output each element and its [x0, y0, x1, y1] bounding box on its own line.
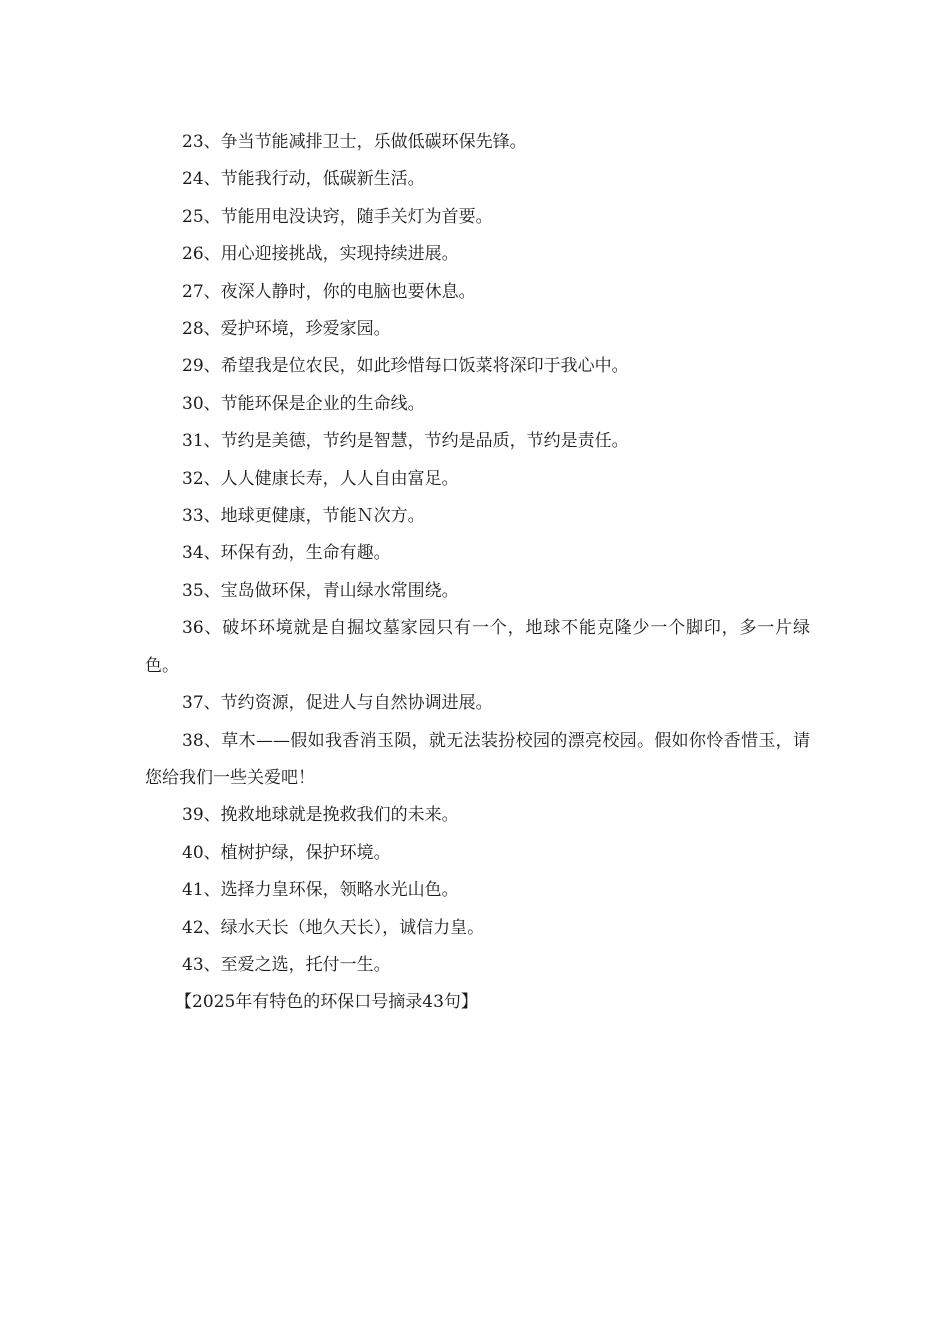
document-footer-title: 【2025年有特色的环保口号摘录43句】	[175, 992, 478, 1013]
slogan-line-43: 43、至爱之选，托付一生。	[182, 954, 391, 975]
slogan-line-30: 30、节能环保是企业的生命线。	[182, 393, 425, 414]
slogan-paragraph-38: 38、草木——假如我香消玉陨，就无法装扮校园的漂亮校园。假如你怜香惜玉，请您给我们一些关爱吧！	[145, 730, 810, 788]
slogan-line-23: 23、争当节能减排卫士，乐做低碳环保先锋。	[182, 132, 527, 152]
slogan-line-40: 40、植树护绿，保护环境。	[182, 842, 391, 863]
slogan-line-35: 35、宝岛做环保，青山绿水常围绕。	[182, 580, 459, 601]
document-content	[145, 124, 810, 1022]
slogan-paragraph-36: 36、破坏环境就是自掘坟墓家园只有一个，地球不能克隆少一个脚印，多一片绿色。	[145, 618, 810, 676]
slogan-line-33: 33、地球更健康，节能Ｎ次方。	[182, 506, 425, 527]
slogan-line-37: 37、节约资源，促进人与自然协调进展。	[182, 693, 493, 714]
slogan-line-32: 32、人人健康长寿，人人自由富足。	[182, 468, 459, 489]
slogan-line-27: 27、夜深人静时，你的电脑也要休息。	[182, 281, 476, 302]
slogan-line-31: 31、节约是美德，节约是智慧，节约是品质，节约是责任。	[182, 431, 629, 452]
slogan-line-42: 42、绿水天长（地久天长），诚信力皇。	[182, 917, 485, 938]
slogan-line-29: 29、希望我是位农民，如此珍惜每口饭菜将深印于我心中。	[182, 356, 629, 377]
slogan-line-41: 41、选择力皇环保，领略水光山色。	[182, 880, 459, 901]
slogan-line-26: 26、用心迎接挑战，实现持续进展。	[182, 244, 459, 265]
slogan-line-24: 24、节能我行动，低碳新生活。	[182, 169, 425, 190]
slogan-line-39: 39、挽救地球就是挽救我们的未来。	[182, 805, 459, 826]
slogan-line-34: 34、环保有劲，生命有趣。	[182, 543, 391, 564]
slogan-line-25: 25、节能用电没诀窍，随手关灯为首要。	[182, 206, 493, 227]
slogan-line-28: 28、爱护环境，珍爱家园。	[182, 319, 391, 340]
